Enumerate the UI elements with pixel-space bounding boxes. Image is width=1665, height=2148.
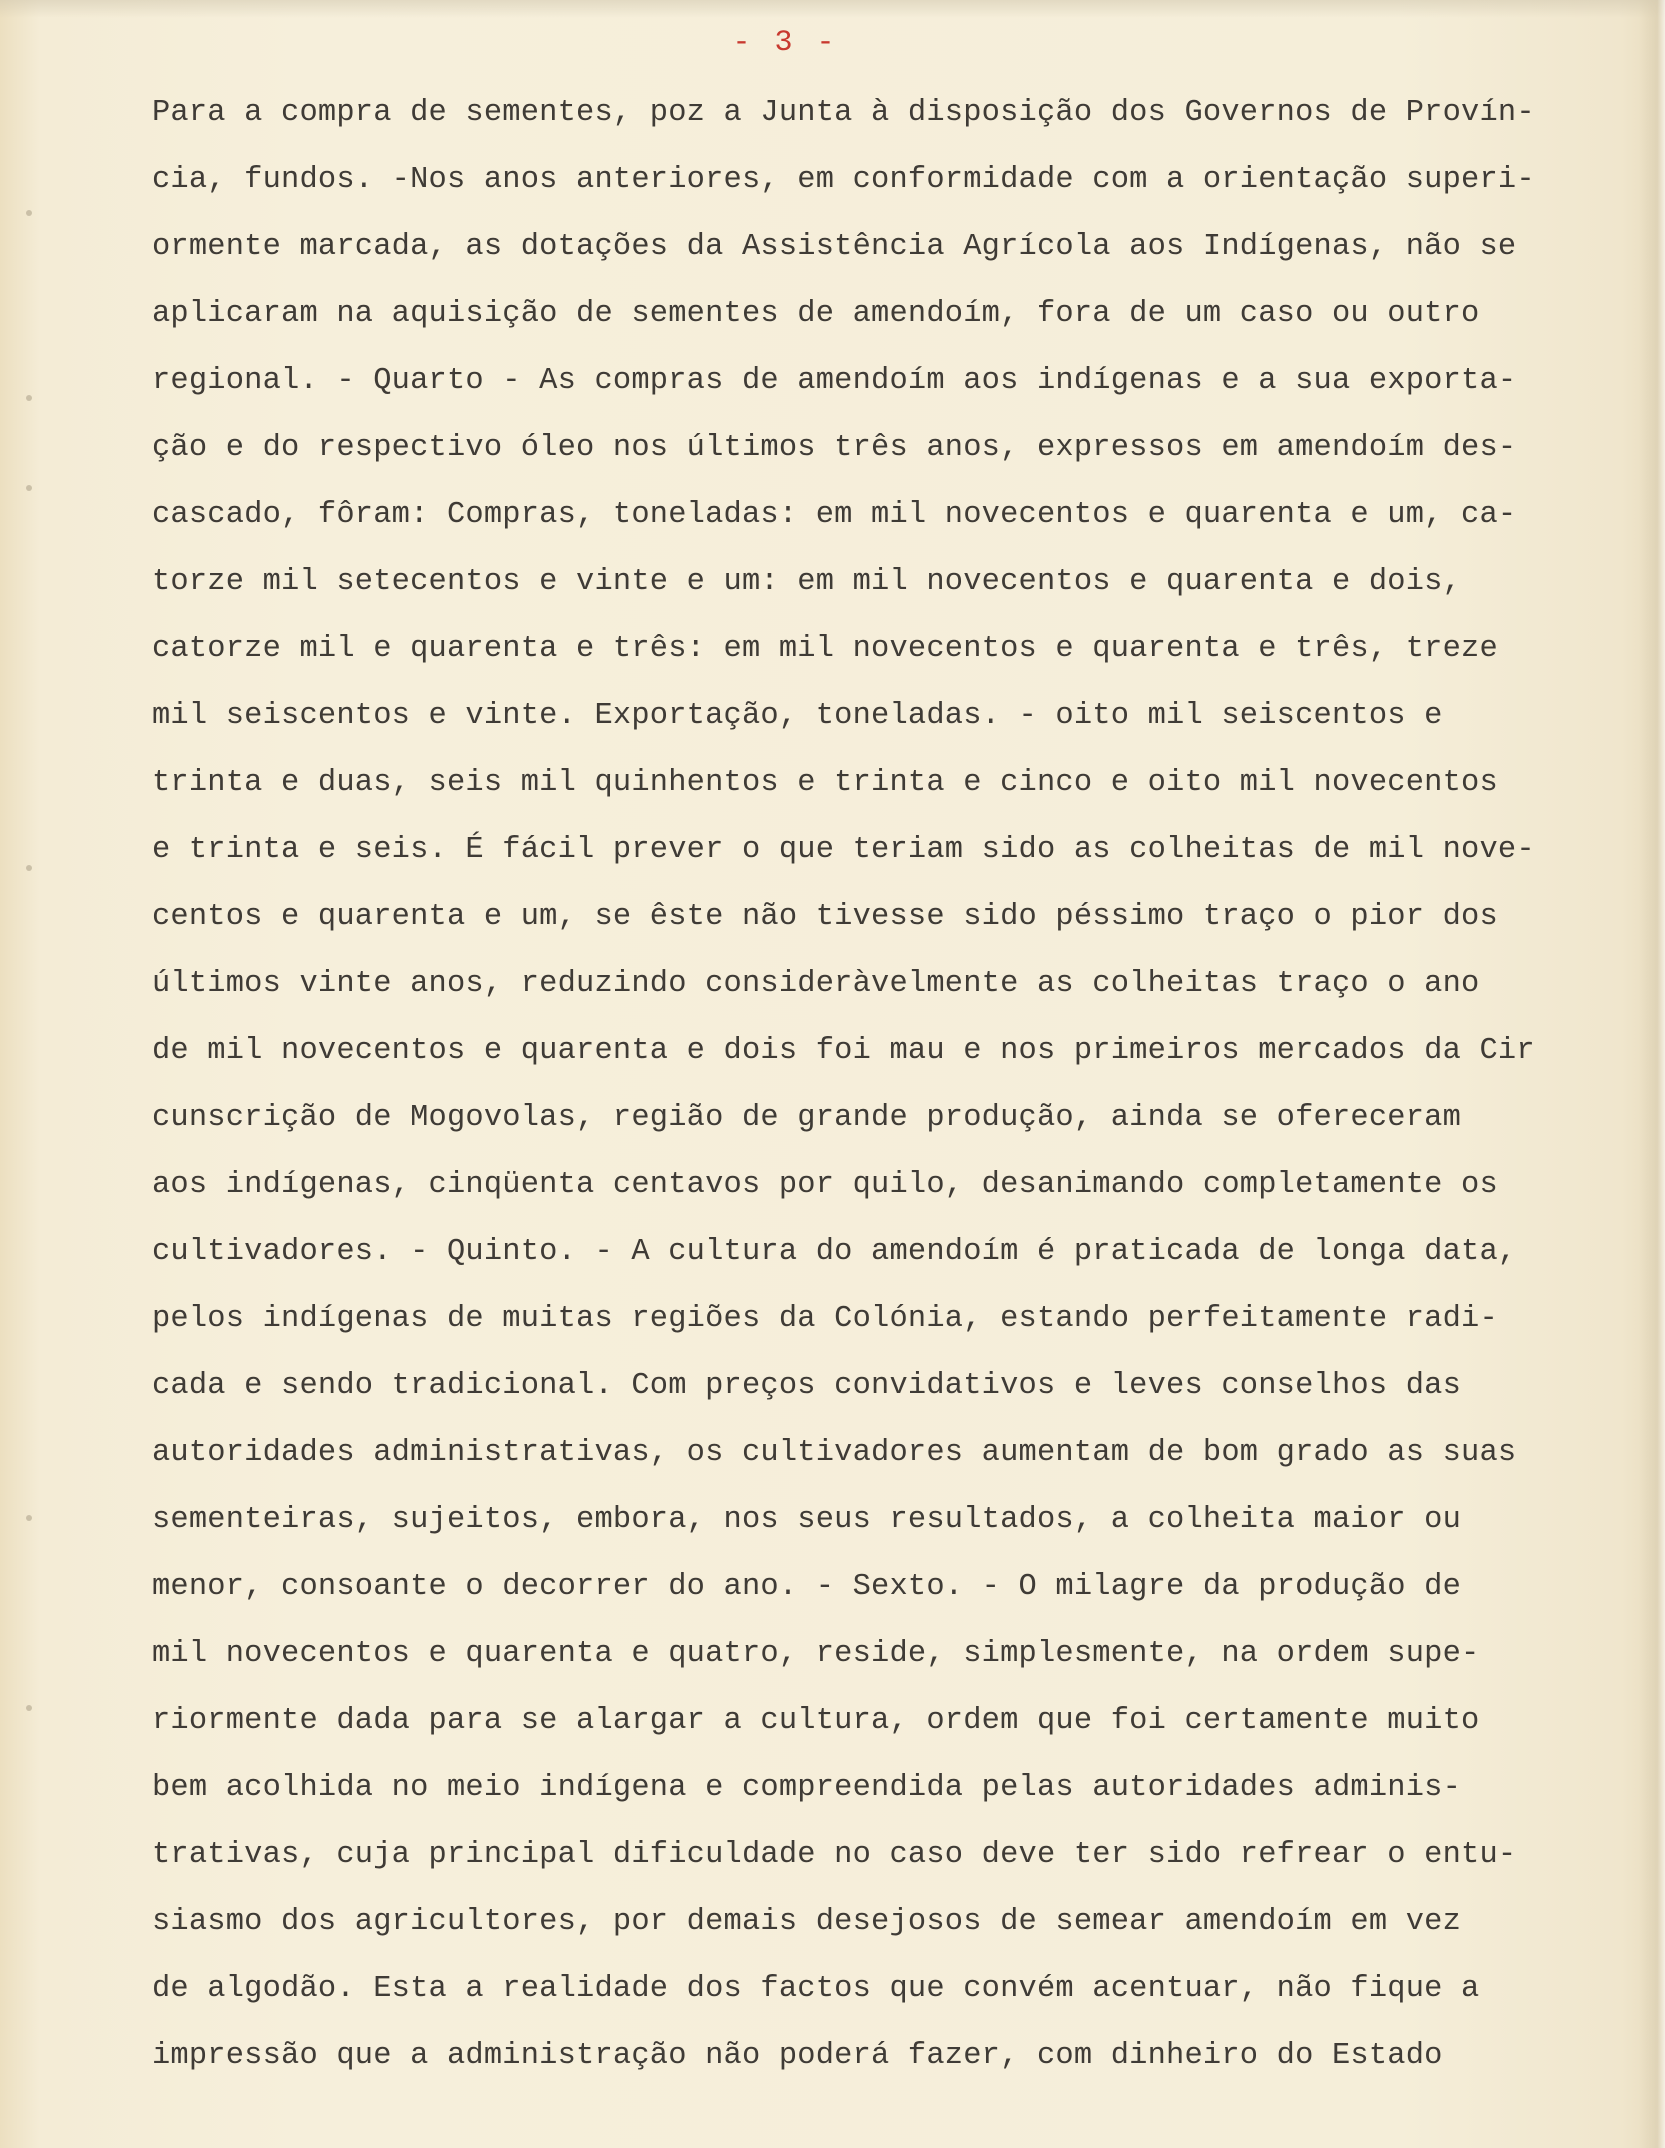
margin-mark <box>26 865 32 871</box>
text-line: menor, consoante o decorrer do ano. - Sexto. - O milagre da produção de <box>152 1570 1462 1604</box>
margin-mark <box>26 485 32 491</box>
text-line: aplicaram na aquisição de sementes de amendoím, fora de um caso ou outro <box>152 297 1480 331</box>
text-line: autoridades administrativas, os cultivadores aumentam de bom grado as suas <box>152 1436 1517 1470</box>
margin-mark <box>26 1705 32 1711</box>
text-line: cada e sendo tradicional. Com preços convidativos e leves conselhos das <box>152 1369 1462 1403</box>
text-line: mil novecentos e quarenta e quatro, reside, simplesmente, na ordem supe- <box>152 1637 1480 1671</box>
text-line: bem acolhida no meio indígena e compreendida pelas autoridades adminis- <box>152 1771 1462 1805</box>
text-line: cia, fundos. -Nos anos anteriores, em conformidade com a orientação superi- <box>152 163 1535 197</box>
text-line: Para a compra de sementes, poz a Junta à disposição dos Governos de Provín- <box>152 96 1535 130</box>
text-line: últimos vinte anos, reduzindo consideràvelmente as colheitas traço o ano <box>152 967 1480 1001</box>
text-line: de algodão. Esta a realidade dos factos que convém acentuar, não fique a <box>152 1972 1480 2006</box>
text-line: cultivadores. - Quinto. - A cultura do amendoím é praticada de longa data, <box>152 1235 1517 1269</box>
margin-mark <box>26 1515 32 1521</box>
text-line: impressão que a administração não poderá fazer, com dinheiro do Estado <box>152 2039 1443 2073</box>
text-line: pelos indígenas de muitas regiões da Colónia, estando perfeitamente radi- <box>152 1302 1498 1336</box>
text-line: e trinta e seis. É fácil prever o que teriam sido as colheitas de mil nove- <box>152 833 1535 867</box>
text-line: siasmo dos agricultores, por demais desejosos de semear amendoím em vez <box>152 1905 1462 1939</box>
text-line: aos indígenas, cinqüenta centavos por quilo, desanimando completamente os <box>152 1168 1498 1202</box>
text-line: ormente marcada, as dotações da Assistência Agrícola aos Indígenas, não se <box>152 230 1517 264</box>
page-number: - 3 - <box>732 26 838 60</box>
text-line: mil seiscentos e vinte. Exportação, toneladas. - oito mil seiscentos e <box>152 699 1443 733</box>
text-line: cunscrição de Mogovolas, região de grande produção, ainda se ofereceram <box>152 1101 1462 1135</box>
text-line: regional. - Quarto - As compras de amendoím aos indígenas e a sua exporta- <box>152 364 1517 398</box>
text-line: de mil novecentos e quarenta e dois foi mau e nos primeiros mercados da Cir <box>152 1034 1535 1068</box>
text-line: riormente dada para se alargar a cultura, ordem que foi certamente muito <box>152 1704 1480 1738</box>
text-line: centos e quarenta e um, se êste não tivesse sido péssimo traço o pior dos <box>152 900 1498 934</box>
text-line: ção e do respectivo óleo nos últimos três anos, expressos em amendoím des- <box>152 431 1517 465</box>
page-top-fold <box>0 0 1665 18</box>
text-line: trativas, cuja principal dificuldade no caso deve ter sido refrear o entu- <box>152 1838 1517 1872</box>
text-line: torze mil setecentos e vinte e um: em mil novecentos e quarenta e dois, <box>152 565 1462 599</box>
text-line: trinta e duas, seis mil quinhentos e trinta e cinco e oito mil novecentos <box>152 766 1498 800</box>
text-line: sementeiras, sujeitos, embora, nos seus resultados, a colheita maior ou <box>152 1503 1462 1537</box>
typed-body-text <box>152 92 1657 2102</box>
text-line: cascado, fôram: Compras, toneladas: em mil novecentos e quarenta e um, ca- <box>152 498 1517 532</box>
margin-mark <box>26 210 32 216</box>
text-line: catorze mil e quarenta e três: em mil novecentos e quarenta e três, treze <box>152 632 1498 666</box>
margin-mark <box>26 395 32 401</box>
